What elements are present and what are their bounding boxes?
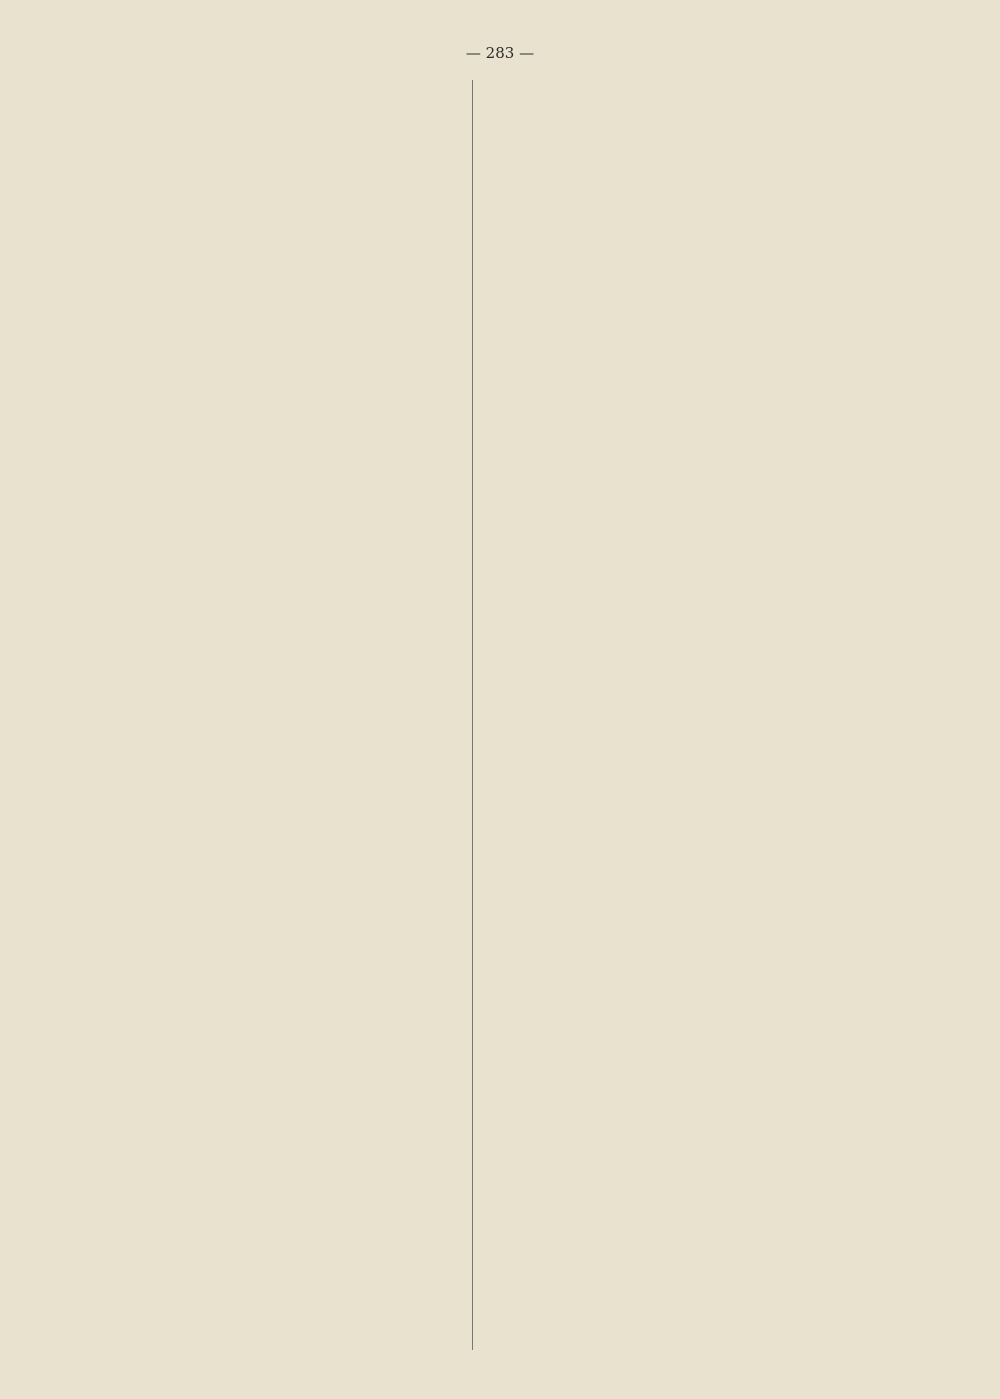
page-number: — 283 — <box>465 44 535 62</box>
column-divider <box>472 80 473 1350</box>
